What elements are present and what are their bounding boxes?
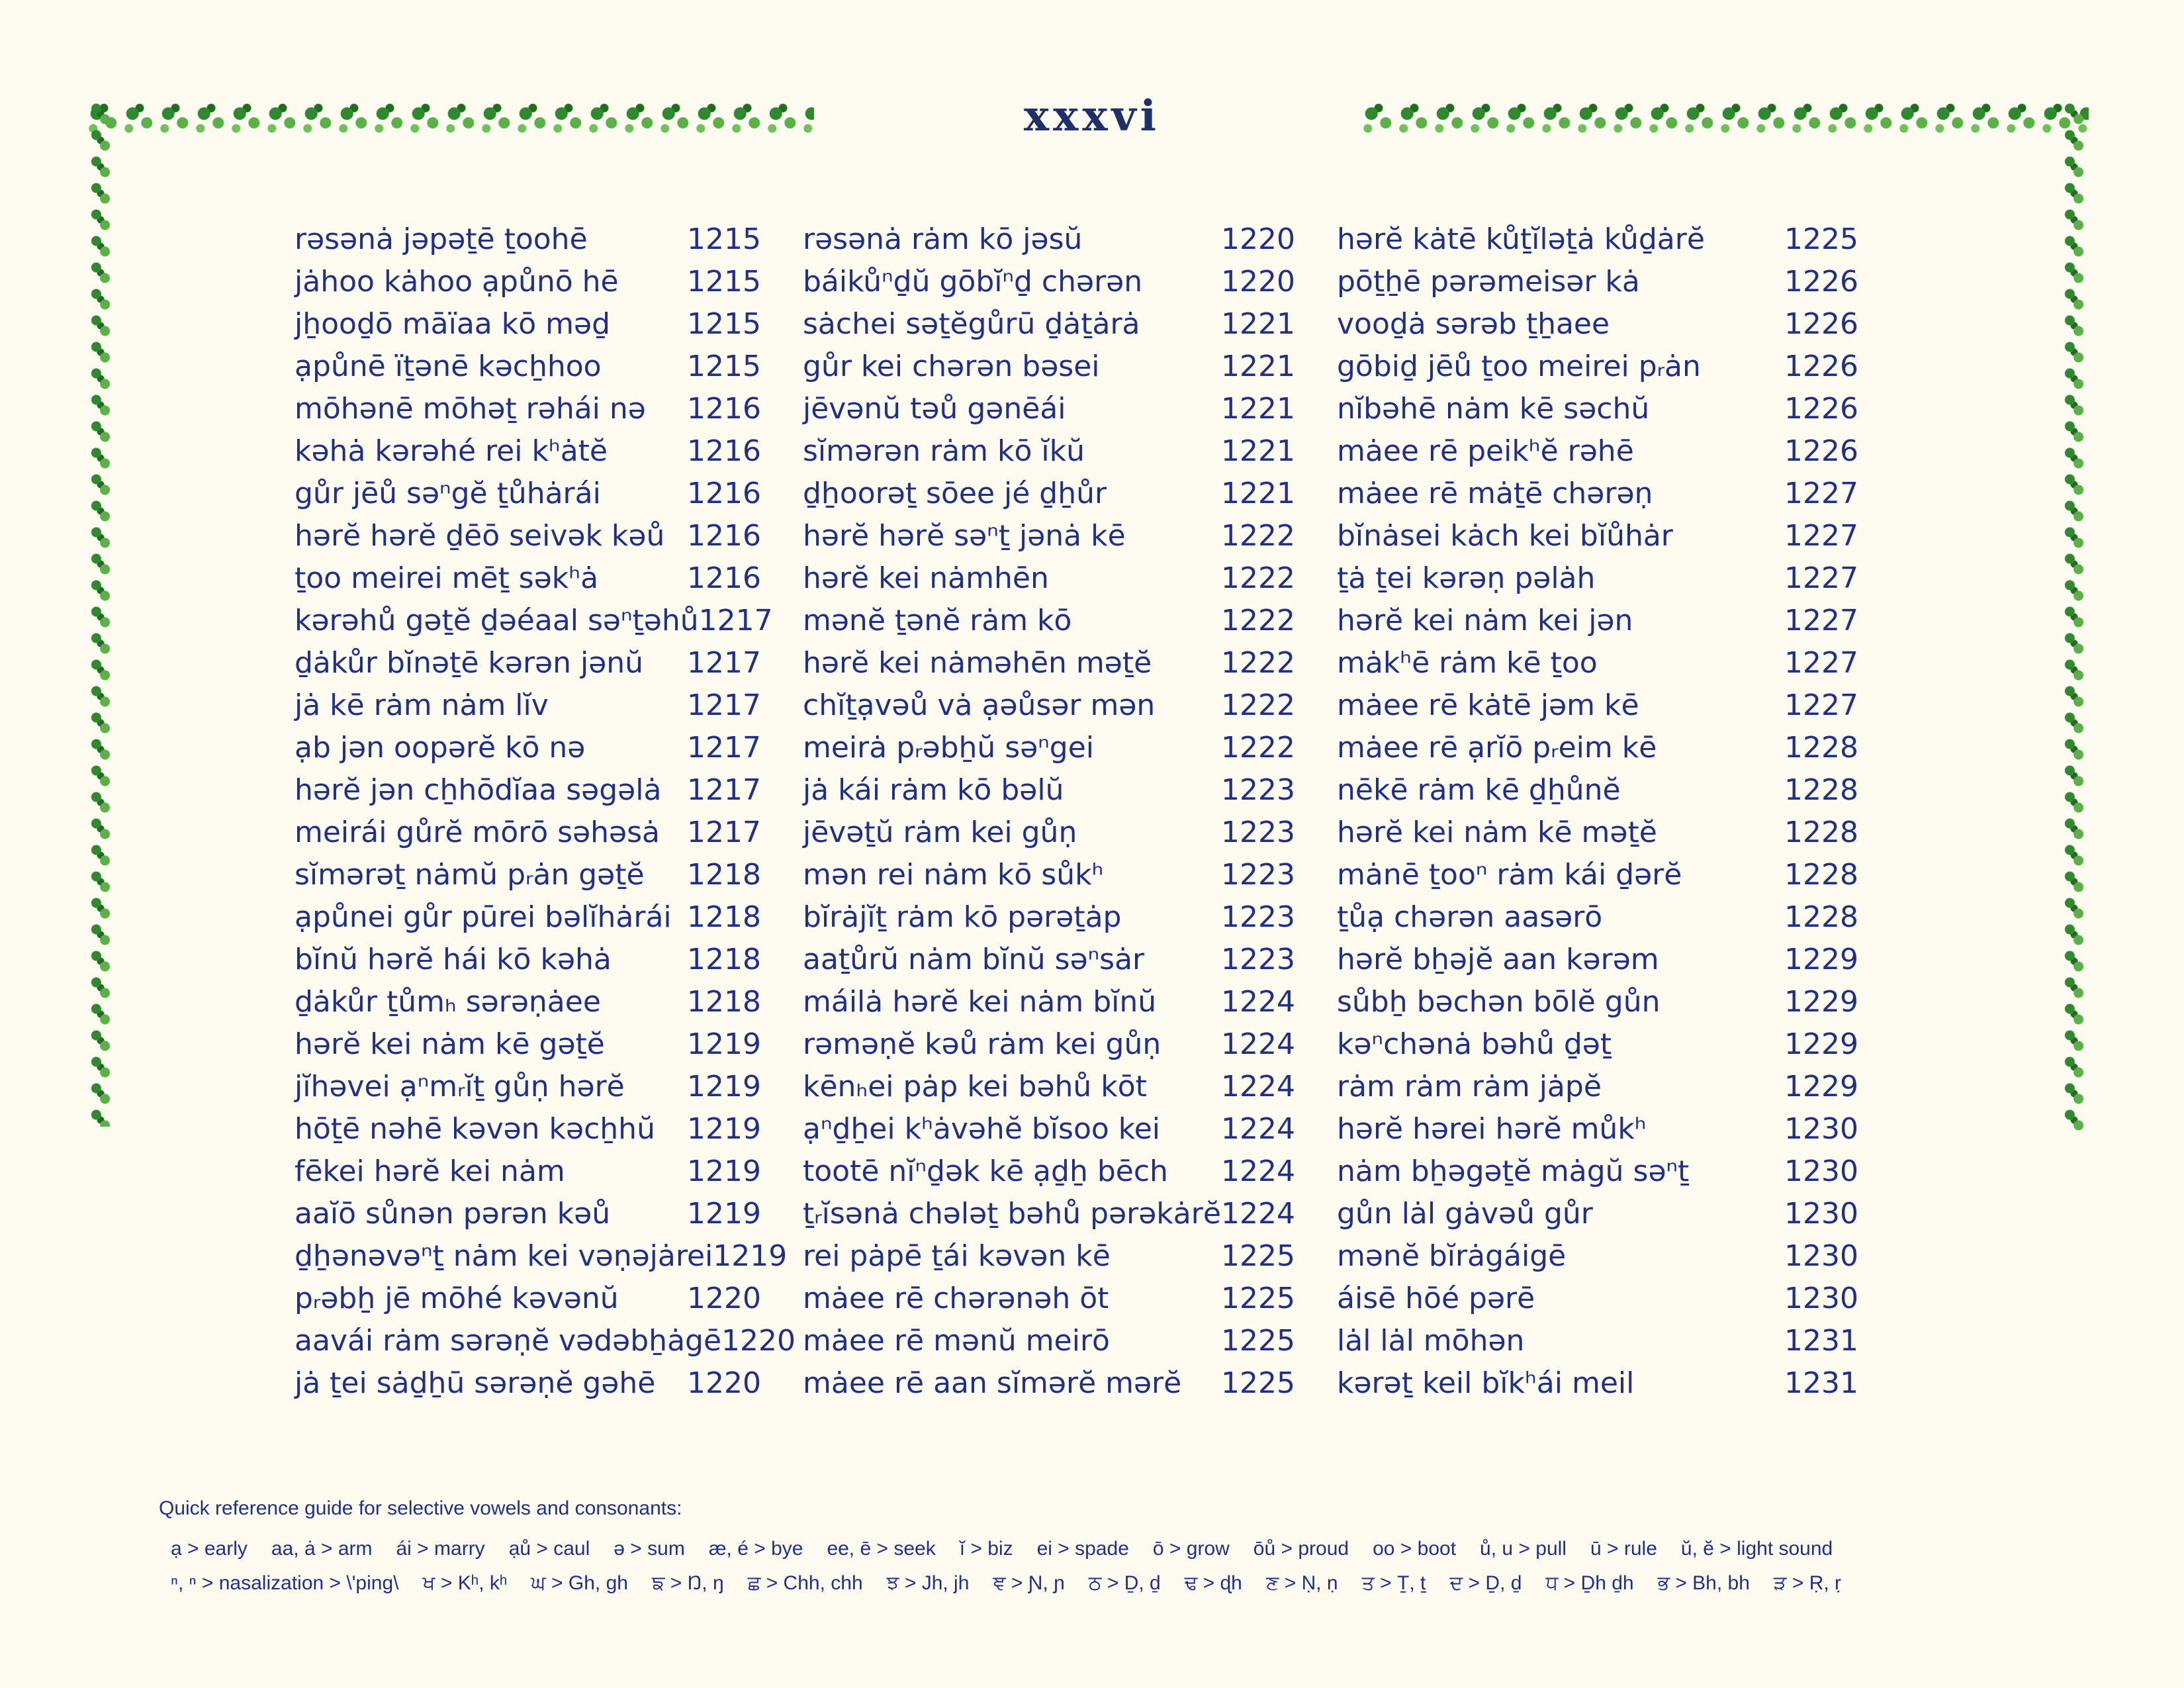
index-entry [295, 218, 761, 261]
index-column-3 [1337, 218, 1858, 1405]
entry-text: pᵣəbẖ jē mōhé kəvənŭ [295, 1282, 619, 1315]
entry-page-number: 1225 [1221, 1366, 1295, 1400]
entry-text: hərĕ bẖəjĕ aan kərəm [1337, 943, 1659, 976]
index-entry [1337, 642, 1858, 684]
entry-page-number: 1217 [687, 773, 761, 807]
guide-item: ŭ, ĕ > light sound [1680, 1538, 1833, 1560]
entry-text: mənĕ bĭrȧgáigē [1337, 1239, 1567, 1273]
left-vine-border [86, 101, 115, 1127]
index-entry [295, 1278, 761, 1320]
entry-text: kərəhů gəṯĕ ḏəéaal səⁿṯəhů [295, 604, 699, 637]
guide-item: ਧ > Ḏh ḏh [1545, 1572, 1634, 1594]
index-entry [1337, 473, 1858, 515]
entry-page-number: 1228 [1784, 731, 1858, 765]
entry-text: hərĕ kȧtē kůṯĭləṯȧ kůḏȧrĕ [1337, 222, 1705, 256]
entry-text: lȧl lȧl mōhən [1337, 1324, 1525, 1358]
index-entry [1337, 430, 1858, 473]
guide-heading: Quick reference guide for selective vowels and consonants: [159, 1497, 682, 1519]
page-number: xxxvi [1024, 91, 1160, 141]
entry-page-number: 1231 [1784, 1366, 1858, 1400]
entry-page-number: 1225 [1221, 1324, 1295, 1358]
entry-page-number: 1216 [687, 519, 761, 553]
entry-text: kəhȧ kərəhé rei kʰȧtĕ [295, 434, 608, 468]
entry-page-number: 1224 [1221, 1112, 1295, 1146]
index-entry [295, 727, 761, 769]
entry-text: tootē nĭⁿḏək kē ạḏẖ bēch [803, 1154, 1168, 1188]
guide-consonants-row [171, 1566, 2078, 1601]
entry-page-number: 1222 [1221, 646, 1295, 680]
index-entry [295, 1320, 796, 1362]
index-entry [295, 812, 761, 854]
guide-item: ਢ > ɖh [1184, 1572, 1242, 1594]
entry-text: bĭnŭ hərĕ hái kō kəhȧ [295, 943, 612, 976]
guide-item: ੜ > Ṛ, ṛ [1773, 1572, 1842, 1594]
index-entry [1337, 1235, 1858, 1278]
entry-page-number: 1220 [687, 1366, 761, 1400]
entry-text: hərĕ kei nȧməhēn məṯĕ [803, 646, 1152, 680]
index-entry [1337, 769, 1858, 812]
entry-page-number: 1221 [1221, 434, 1295, 468]
entry-text: meirȧ pᵣəbẖŭ səⁿgei [803, 731, 1095, 765]
guide-item: ਠ > Ḏ, ḏ [1088, 1572, 1161, 1594]
entry-text: sůbẖ bəchən bōlĕ gůn [1337, 985, 1661, 1019]
guide-item: ਙ > Ŋ, ŋ [651, 1572, 724, 1594]
entry-text: kəⁿchənȧ bəhů ḏəṯ [1337, 1027, 1612, 1061]
index-entry [803, 896, 1295, 939]
entry-page-number: 1228 [1784, 816, 1858, 849]
entry-page-number: 1229 [1784, 985, 1858, 1019]
entry-text: kərəṯ keil bĭkʰái meil [1337, 1366, 1635, 1400]
entry-page-number: 1222 [1221, 519, 1295, 553]
index-entry [295, 1150, 761, 1193]
index-entry [803, 600, 1295, 642]
index-entry [295, 261, 761, 303]
entry-text: nȧm bẖəgəṯĕ mȧgŭ səⁿṯ [1337, 1154, 1690, 1188]
entry-page-number: 1227 [1784, 561, 1858, 595]
entry-text: hərĕ jən cẖhōdĭaa səgəlȧ [295, 773, 662, 807]
guide-vowels-row [171, 1532, 2078, 1566]
entry-page-number: 1224 [1221, 1197, 1295, 1231]
entry-text: sĭmərəṯ nȧmŭ pᵣȧn gəṯĕ [295, 858, 645, 892]
reference-guide [159, 1497, 2078, 1601]
entry-page-number: 1218 [687, 943, 761, 976]
entry-text: jēvənŭ təů gənēái [803, 392, 1066, 426]
index-entry [1337, 346, 1858, 388]
guide-item: ਣ > Ṇ, ṇ [1265, 1572, 1338, 1594]
index-entry [295, 515, 761, 557]
entry-page-number: 1228 [1784, 773, 1858, 807]
entry-text: nēkē rȧm kē ḏẖůnĕ [1337, 773, 1621, 807]
index-entry [295, 642, 761, 684]
entry-text: máilȧ hərĕ kei nȧm bĭnŭ [803, 985, 1157, 1019]
entry-page-number: 1221 [1221, 392, 1295, 426]
entry-text: rȧm rȧm rȧm jȧpĕ [1337, 1070, 1602, 1103]
entry-text: hərĕ hərei hərĕ můkʰ [1337, 1112, 1647, 1146]
guide-item: æ, é > bye [708, 1538, 803, 1560]
guide-item: ū > rule [1590, 1538, 1657, 1560]
entry-text: mȧee rē aan sĭmərĕ mərĕ [803, 1366, 1182, 1400]
entry-text: mənĕ ṯənĕ rȧm kō [803, 604, 1072, 637]
entry-page-number: 1230 [1784, 1282, 1858, 1315]
index-entry [295, 769, 761, 812]
index-entry [1337, 854, 1858, 896]
guide-item: ⁿ, ⁿ > nasalization > \'ping\ [171, 1572, 399, 1594]
index-entry [295, 981, 761, 1023]
index-entry [295, 1362, 761, 1405]
entry-text: aavái rȧm sərəṇĕ vədəbẖȧgē [295, 1324, 722, 1358]
entry-text: hərĕ hərĕ ḏēō seivək kəů [295, 519, 665, 553]
index-entry [1337, 727, 1858, 769]
entry-text: mȧee rē chərənəh ōt [803, 1282, 1109, 1315]
entry-text: jēvəṯŭ rȧm kei gůṇ [803, 816, 1077, 849]
entry-page-number: 1227 [1784, 519, 1858, 553]
entry-text: mȧee rē peikʰĕ rəhē [1337, 434, 1634, 468]
entry-text: meirái gůrĕ mōrō səhəsȧ [295, 816, 660, 849]
index-column-1 [295, 218, 796, 1405]
entry-page-number: 1228 [1784, 900, 1858, 934]
entry-text: fēkei hərĕ kei nȧm [295, 1154, 565, 1188]
index-entry [295, 939, 761, 981]
index-entry [803, 769, 1295, 812]
index-entry [295, 1235, 788, 1278]
index-entry [295, 430, 761, 473]
guide-item: ਦ > Ḏ, ḏ [1449, 1572, 1522, 1594]
entry-page-number: 1221 [1221, 307, 1295, 341]
entry-text: mən rei nȧm kō sůkʰ [803, 858, 1104, 892]
entry-text: jȧ kē rȧm nȧm lĭv [295, 688, 549, 722]
entry-text: ḏȧkůr ṯůmₕ sərəṇȧee [295, 985, 601, 1019]
guide-item: oo > boot [1373, 1538, 1457, 1560]
entry-page-number: 1217 [698, 604, 773, 637]
entry-text: rəsənȧ jəpəṯē ṯoohē [295, 222, 588, 256]
index-entry [295, 1023, 761, 1066]
index-entry [1337, 1320, 1858, 1362]
guide-item: ei > spade [1036, 1538, 1129, 1560]
index-entry [1337, 600, 1858, 642]
entry-text: bĭrȧjĭṯ rȧm kō pərəṯȧp [803, 900, 1122, 934]
index-entry [803, 346, 1295, 388]
entry-page-number: 1222 [1221, 688, 1295, 722]
index-entry [803, 1066, 1295, 1108]
entry-text: vooḏȧ sərəb ṯẖaee [1337, 307, 1610, 341]
entry-page-number: 1227 [1784, 477, 1858, 510]
entry-page-number: 1226 [1784, 265, 1858, 299]
index-entry [295, 1108, 761, 1150]
entry-page-number: 1218 [687, 985, 761, 1019]
entry-page-number: 1225 [1221, 1239, 1295, 1273]
entry-text: mȧee rē kȧtē jəm kē [1337, 688, 1639, 722]
entry-text: jẖooḏō māïaa kō məḏ [295, 307, 610, 341]
entry-page-number: 1220 [1221, 222, 1295, 256]
entry-page-number: 1223 [1221, 816, 1295, 849]
guide-item: ə > sum [614, 1538, 685, 1560]
guide-item: ō > grow [1152, 1538, 1230, 1560]
entry-page-number: 1225 [1221, 1282, 1295, 1315]
entry-page-number: 1222 [1221, 604, 1295, 637]
entry-page-number: 1218 [687, 900, 761, 934]
guide-item: ạ > early [171, 1538, 248, 1560]
index-entry [295, 600, 773, 642]
entry-text: rəməṇĕ kəů rȧm kei gůṇ [803, 1027, 1161, 1061]
guide-item: ਞ > Ɲ, ɲ [993, 1572, 1065, 1594]
entry-page-number: 1222 [1221, 561, 1295, 595]
guide-item: ਖ > Kʰ, kʰ [422, 1572, 508, 1594]
entry-text: áisē hōé pərē [1337, 1282, 1535, 1315]
entry-text: ṯůạ chərən aasərō [1337, 900, 1603, 934]
entry-page-number: 1230 [1784, 1112, 1858, 1146]
guide-item: ái > marry [396, 1538, 485, 1560]
index-entry [1337, 303, 1858, 346]
index-entry [803, 1235, 1295, 1278]
entry-text: ạpůnē ïṯənē kəcẖhoo [295, 350, 602, 383]
entry-text: hərĕ hərĕ səⁿṯ jənȧ kē [803, 519, 1126, 553]
index-entry [295, 388, 761, 430]
entry-text: jȧhoo kȧhoo ạpůnō hē [295, 265, 619, 299]
entry-text: gůr jēů səⁿgĕ ṯůhȧrái [295, 477, 601, 510]
index-entry [1337, 1150, 1858, 1193]
entry-page-number: 1226 [1784, 434, 1858, 468]
entry-page-number: 1219 [687, 1027, 761, 1061]
entry-text: mȧee rē mənŭ meirō [803, 1324, 1110, 1358]
index-entry [803, 303, 1295, 346]
index-entry [803, 218, 1295, 261]
index-entry [295, 473, 761, 515]
index-entry [803, 981, 1295, 1023]
entry-page-number: 1218 [687, 858, 761, 892]
entry-page-number: 1224 [1221, 985, 1295, 1019]
index-entry [803, 812, 1295, 854]
index-entry [803, 939, 1295, 981]
index-entry [803, 515, 1295, 557]
entry-text: rei pȧpē ṯái kəvən kē [803, 1239, 1111, 1273]
index-entry [803, 642, 1295, 684]
entry-page-number: 1215 [687, 350, 761, 383]
guide-item: ạů > caul [508, 1538, 590, 1560]
guide-item: ਝ > Jh, jh [886, 1572, 970, 1594]
entry-page-number: 1219 [687, 1112, 761, 1146]
index-entry [1337, 388, 1858, 430]
entry-page-number: 1215 [687, 307, 761, 341]
index-entry [1337, 1193, 1858, 1235]
index-entry [1337, 557, 1858, 600]
entry-text: gůn lȧl gȧvəů gůr [1337, 1197, 1593, 1231]
entry-page-number: 1227 [1784, 688, 1858, 722]
entry-page-number: 1225 [1784, 222, 1858, 256]
index-entry [803, 727, 1295, 769]
entry-page-number: 1215 [687, 222, 761, 256]
guide-item: ōů > proud [1253, 1538, 1349, 1560]
entry-page-number: 1227 [1784, 646, 1858, 680]
index-entry [1337, 896, 1858, 939]
entry-text: jĭhəvei ạⁿmᵣĭṯ gůṇ hərĕ [295, 1070, 625, 1103]
entry-page-number: 1219 [713, 1239, 788, 1273]
entry-page-number: 1226 [1784, 392, 1858, 426]
entry-page-number: 1230 [1784, 1239, 1858, 1273]
index-entry [1337, 1108, 1858, 1150]
entry-text: mȧee rē ạrĭō pᵣeim kē [1337, 731, 1657, 765]
entry-page-number: 1226 [1784, 350, 1858, 383]
index-entry [1337, 1278, 1858, 1320]
guide-item: ĭ > biz [959, 1538, 1013, 1560]
entry-page-number: 1217 [687, 816, 761, 849]
right-vine-border [2060, 101, 2089, 1133]
guide-item: ee, ē > seek [827, 1538, 936, 1560]
entry-page-number: 1215 [687, 265, 761, 299]
index-entry [803, 684, 1295, 727]
index-entry [803, 430, 1295, 473]
entry-text: ṯȧ ṯei kərəṇ pəlȧh [1337, 561, 1596, 595]
entry-page-number: 1219 [687, 1070, 761, 1103]
entry-page-number: 1216 [687, 434, 761, 468]
index-entry [295, 854, 761, 896]
entry-text: ṯᵣĭsənȧ chələṯ bəhů pərəkȧrĕ [803, 1197, 1221, 1231]
entry-text: ạⁿḏẖei kʰȧvəhĕ bĭsoo kei [803, 1112, 1160, 1146]
index-entry [1337, 515, 1858, 557]
index-entry [803, 1278, 1295, 1320]
entry-text: ḏẖoorəṯ sōee jé ḏẖůr [803, 477, 1107, 510]
index-entry [295, 1193, 761, 1235]
guide-item: ਘ > Gh, gh [531, 1572, 628, 1594]
entry-text: sĭmərən rȧm kō ĭkŭ [803, 434, 1085, 468]
entry-page-number: 1217 [687, 646, 761, 680]
entry-page-number: 1217 [687, 688, 761, 722]
entry-text: mȧkʰē rȧm kē ṯoo [1337, 646, 1598, 680]
index-entry [1337, 1066, 1858, 1108]
guide-item: ਤ > Ṯ, ṯ [1361, 1572, 1426, 1594]
index-entry [1337, 1023, 1858, 1066]
entry-page-number: 1216 [687, 477, 761, 510]
index-entry [1337, 812, 1858, 854]
index-entry [295, 303, 761, 346]
entry-page-number: 1229 [1784, 1027, 1858, 1061]
guide-item: ਭ > Bh, bh [1657, 1572, 1750, 1594]
entry-text: pōṯẖē pərəmeisər kȧ [1337, 265, 1640, 299]
entry-text: chĭṯạvəů vȧ ạəůsər mən [803, 688, 1156, 722]
index-entry [1337, 981, 1858, 1023]
entry-text: kēnₕei pȧp kei bəhů kōt [803, 1070, 1147, 1103]
entry-page-number: 1223 [1221, 900, 1295, 934]
entry-text: mōhənē mōhəṯ rəhái nə [295, 392, 646, 426]
index-entry [1337, 684, 1858, 727]
entry-text: sȧchei səṯĕgůrū ḏȧṯȧrȧ [803, 307, 1140, 341]
entry-page-number: 1221 [1221, 350, 1295, 383]
entry-page-number: 1219 [687, 1197, 761, 1231]
index-entry [295, 896, 761, 939]
entry-page-number: 1223 [1221, 773, 1295, 807]
entry-page-number: 1216 [687, 561, 761, 595]
index-entry [1337, 261, 1858, 303]
entry-page-number: 1223 [1221, 858, 1295, 892]
index-column-2 [803, 218, 1295, 1405]
entry-text: gōbiḏ jēů ṯoo meirei pᵣȧn [1337, 350, 1701, 383]
index-entry [803, 473, 1295, 515]
index-entry [295, 1066, 761, 1108]
entry-page-number: 1227 [1784, 604, 1858, 637]
entry-page-number: 1220 [721, 1324, 796, 1358]
entry-page-number: 1224 [1221, 1154, 1295, 1188]
entry-text: rəsənȧ rȧm kō jəsŭ [803, 222, 1083, 256]
entry-text: jȧ ṯei sȧḏẖū sərəṇĕ gəhē [295, 1366, 656, 1400]
entry-text: mȧnē ṯooⁿ rȧm kái ḏərĕ [1337, 858, 1682, 892]
entry-text: gůr kei chərən bəsei [803, 350, 1100, 383]
entry-text: hərĕ kei nȧm kei jən [1337, 604, 1633, 637]
guide-item: ů, u > pull [1480, 1538, 1567, 1560]
entry-text: hərĕ kei nȧm kē gəṯĕ [295, 1027, 605, 1061]
entry-text: aaĭō sůnən pərən kəů [295, 1197, 611, 1231]
entry-page-number: 1220 [687, 1282, 761, 1315]
index-entry [803, 388, 1295, 430]
index-entry [295, 684, 761, 727]
entry-text: aaṯůrŭ nȧm bĭnŭ səⁿsȧr [803, 943, 1145, 976]
entry-page-number: 1229 [1784, 1070, 1858, 1103]
index-entry [803, 1362, 1295, 1405]
entry-page-number: 1220 [1221, 265, 1295, 299]
entry-text: jȧ kái rȧm kō bəlŭ [803, 773, 1064, 807]
entry-page-number: 1224 [1221, 1027, 1295, 1061]
entry-text: mȧee rē mȧṯē chərəṇ [1337, 477, 1653, 510]
entry-text: hərĕ kei nȧm kē məṯĕ [1337, 816, 1657, 849]
entry-text: báikůⁿḏŭ gōbĭⁿḏ chərən [803, 265, 1143, 299]
entry-page-number: 1229 [1784, 943, 1858, 976]
entry-page-number: 1217 [687, 731, 761, 765]
index-entry [1337, 939, 1858, 981]
entry-page-number: 1219 [687, 1154, 761, 1188]
entry-page-number: 1231 [1784, 1324, 1858, 1358]
index-entry [803, 1023, 1295, 1066]
entry-text: bĭnȧsei kȧch kei bĭůhȧr [1337, 519, 1673, 553]
entry-page-number: 1223 [1221, 943, 1295, 976]
index-entry [1337, 218, 1858, 261]
entry-text: ḏȧkůr bĭnəṯē kərən jənŭ [295, 646, 644, 680]
entry-page-number: 1228 [1784, 858, 1858, 892]
entry-page-number: 1226 [1784, 307, 1858, 341]
entry-page-number: 1222 [1221, 731, 1295, 765]
index-entry [803, 1320, 1295, 1362]
entry-text: ạpůnei gůr pūrei bəlĭhȧrái [295, 900, 672, 934]
entry-page-number: 1230 [1784, 1154, 1858, 1188]
index-entry [803, 1108, 1295, 1150]
entry-text: hōṯē nəhē kəvən kəcẖhŭ [295, 1112, 655, 1146]
entry-text: ạb jən oopərĕ kō nə [295, 731, 586, 765]
guide-item: ਛ > Chh, chh [747, 1572, 863, 1594]
index-entry [295, 557, 761, 600]
entry-text: hərĕ kei nȧmhēn [803, 561, 1049, 595]
entry-page-number: 1224 [1221, 1070, 1295, 1103]
entry-text: nĭbəhē nȧm kē səchŭ [1337, 392, 1650, 426]
entry-page-number: 1221 [1221, 477, 1295, 510]
entry-page-number: 1230 [1784, 1197, 1858, 1231]
index-entry [803, 1150, 1295, 1193]
index-entry [295, 346, 761, 388]
entry-text: ṯoo meirei mēṯ səkʰȧ [295, 561, 599, 595]
index-entry [803, 854, 1295, 896]
index-entry [803, 557, 1295, 600]
index-entry [1337, 1362, 1858, 1405]
index-entry [803, 1193, 1295, 1235]
index-entry [803, 261, 1295, 303]
guide-item: aa, ȧ > arm [271, 1538, 373, 1560]
entry-text: ḏẖənəvəⁿṯ nȧm kei vəṇəjȧrei [295, 1239, 713, 1273]
entry-page-number: 1216 [687, 392, 761, 426]
